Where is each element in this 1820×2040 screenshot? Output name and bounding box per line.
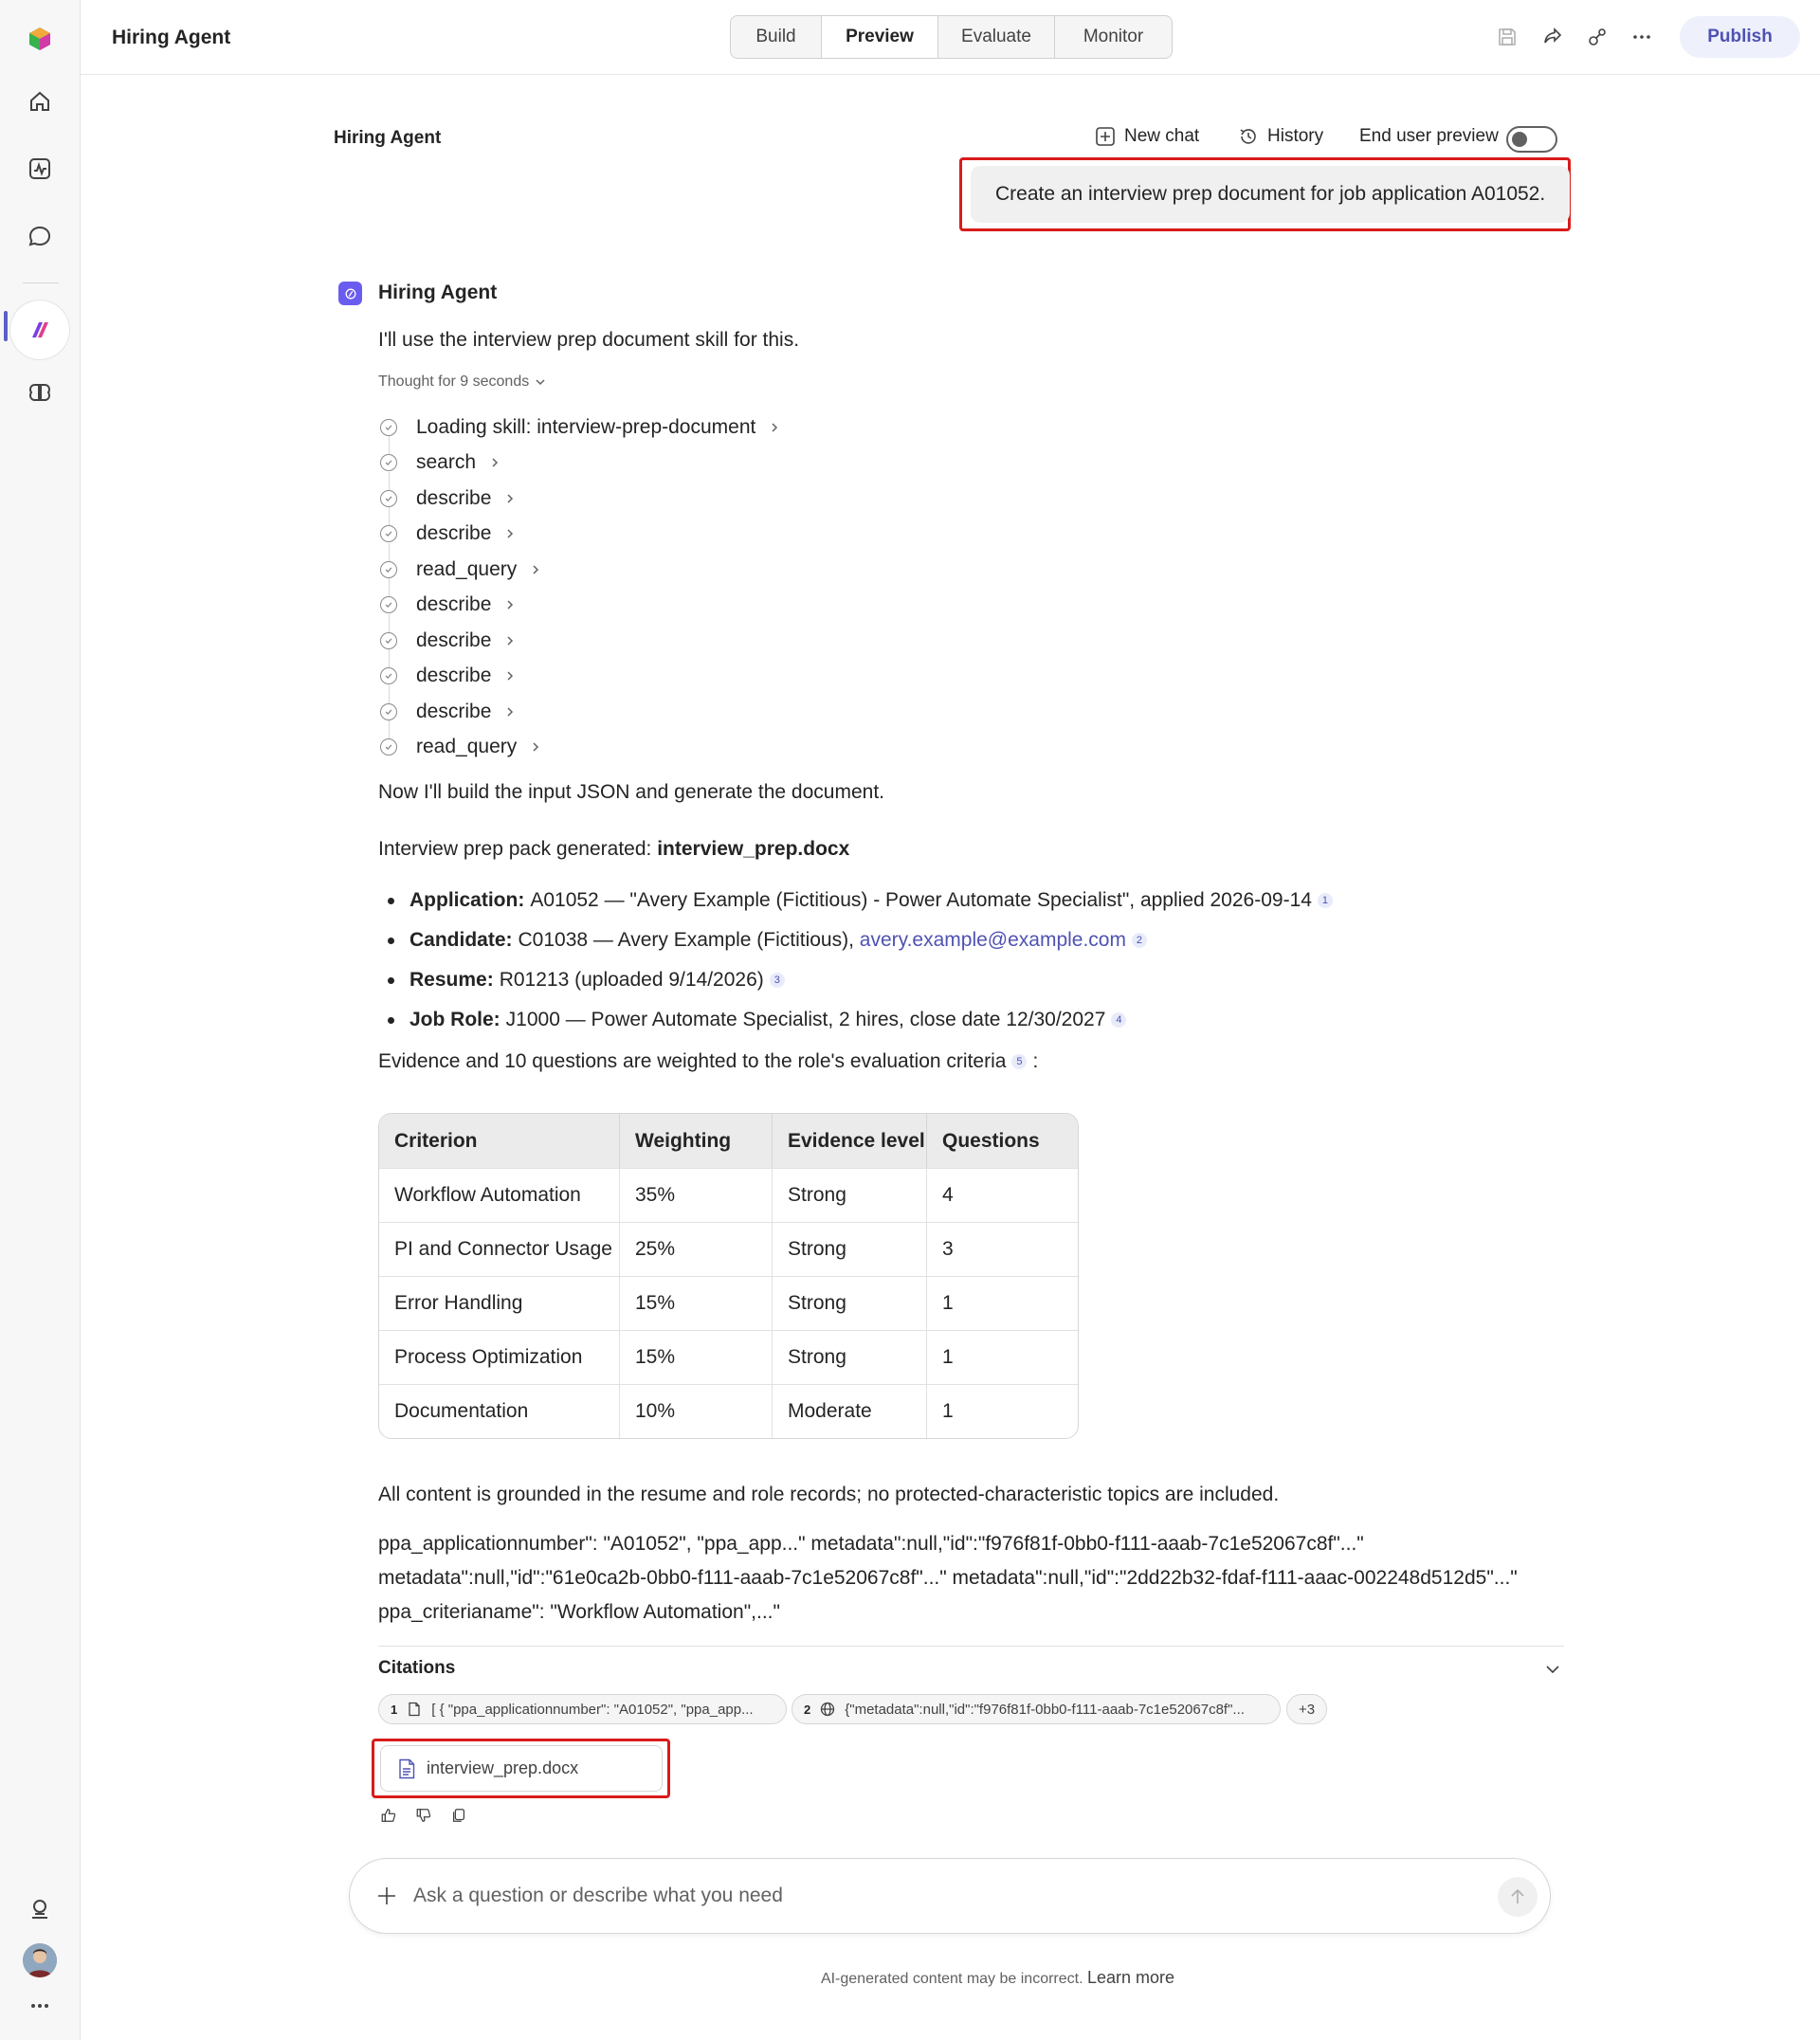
more-options-icon[interactable] bbox=[20, 1992, 60, 2020]
history-label: History bbox=[1267, 126, 1324, 146]
mode-tabs bbox=[730, 15, 1173, 59]
check-circle-icon bbox=[380, 703, 397, 720]
copy-icon[interactable] bbox=[448, 1805, 469, 1826]
check-circle-icon bbox=[380, 490, 397, 507]
check-circle-icon bbox=[380, 738, 397, 756]
table-cell: Strong bbox=[773, 1276, 927, 1330]
summary-bullet bbox=[388, 1000, 1333, 1040]
file-attachment-card[interactable] bbox=[380, 1745, 663, 1792]
tool-step[interactable] bbox=[378, 623, 780, 659]
tool-step-label: Loading skill: interview-prep-document bbox=[416, 415, 756, 438]
table-cell: 35% bbox=[620, 1168, 773, 1222]
globe-icon bbox=[820, 1702, 835, 1717]
left-rail bbox=[0, 0, 81, 2040]
table-cell: Strong bbox=[773, 1222, 927, 1276]
bullet-label: Application: bbox=[410, 889, 525, 911]
tool-step-label: read_query bbox=[416, 557, 518, 580]
chat-icon[interactable] bbox=[20, 216, 60, 256]
publish-button[interactable]: Publish bbox=[1680, 16, 1800, 58]
email-link[interactable]: avery.example@example.com bbox=[859, 929, 1126, 951]
table-cell: Strong bbox=[773, 1168, 927, 1222]
help-bot-icon[interactable] bbox=[20, 1889, 60, 1929]
citation-number: 1 bbox=[391, 1702, 398, 1717]
generated-line bbox=[378, 838, 849, 861]
raw-line: ppa_criterianame": "Workflow Automation",..." bbox=[378, 1601, 780, 1623]
tool-step[interactable] bbox=[378, 588, 780, 624]
tool-step-label: describe bbox=[416, 665, 492, 687]
table-row bbox=[379, 1330, 1078, 1384]
tool-step[interactable] bbox=[378, 552, 780, 588]
app-title: Hiring Agent bbox=[112, 27, 231, 48]
table-header: Evidence level bbox=[773, 1114, 927, 1168]
check-circle-icon bbox=[380, 561, 397, 578]
disclaimer-text: AI-generated content may be incorrect. bbox=[820, 1971, 1083, 1987]
table-cell: 4 bbox=[927, 1168, 1078, 1222]
word-document-icon bbox=[398, 1758, 415, 1779]
end-user-preview-label: End user preview bbox=[1359, 126, 1499, 146]
bullet-label: Job Role: bbox=[410, 1009, 500, 1030]
thumbs-up-icon[interactable] bbox=[378, 1805, 399, 1826]
table-cell: 15% bbox=[620, 1276, 773, 1330]
citation-marker[interactable]: 1 bbox=[1318, 893, 1333, 908]
tool-step-label: describe bbox=[416, 593, 492, 616]
bullet-dot bbox=[388, 1017, 394, 1024]
chevron-right-icon bbox=[504, 635, 516, 647]
grounding-note: All content is grounded in the resume and role records; no protected-characteristic topics are included. bbox=[378, 1484, 1280, 1505]
table-cell: 1 bbox=[927, 1384, 1078, 1438]
tool-step-label: describe bbox=[416, 486, 492, 509]
citation-marker[interactable]: 5 bbox=[1011, 1054, 1027, 1069]
tool-step-label: read_query bbox=[416, 736, 518, 758]
brain-icon[interactable] bbox=[20, 373, 60, 412]
chevron-right-icon bbox=[530, 741, 541, 753]
summary-bullet bbox=[388, 881, 1333, 920]
app-logo-icon[interactable] bbox=[20, 19, 60, 59]
table-row bbox=[379, 1168, 1078, 1222]
tab-build[interactable]: Build bbox=[731, 16, 822, 58]
send-button[interactable] bbox=[1498, 1877, 1538, 1917]
build-note: Now I'll build the input JSON and generate the document. bbox=[378, 781, 884, 803]
bullet-label: Resume: bbox=[410, 969, 494, 991]
table-cell: 25% bbox=[620, 1222, 773, 1276]
bullet-dot bbox=[388, 938, 394, 944]
chevron-right-icon bbox=[504, 670, 516, 682]
check-circle-icon bbox=[380, 419, 397, 436]
citations-title: Citations bbox=[378, 1658, 456, 1678]
chevron-down-icon bbox=[535, 376, 546, 388]
chevron-right-icon bbox=[504, 706, 516, 718]
citation-text: {"metadata":null,"id":"f976f81f-0bb0-f111-aaab-7c1e52067c8f"... bbox=[845, 1701, 1245, 1718]
thumbs-down-icon[interactable] bbox=[413, 1805, 434, 1826]
check-circle-icon bbox=[380, 667, 397, 684]
response-agent-name: Hiring Agent bbox=[378, 282, 498, 303]
tool-steps-list bbox=[378, 410, 780, 765]
tool-step[interactable] bbox=[378, 659, 780, 695]
footer-disclaimer bbox=[0, 1968, 1820, 1988]
file-name: interview_prep.docx bbox=[427, 1758, 579, 1777]
tab-monitor[interactable]: Monitor bbox=[1083, 27, 1144, 46]
response-intro: I'll use the interview prep document skill for this. bbox=[378, 329, 800, 351]
connections-icon[interactable] bbox=[1583, 23, 1611, 51]
table-header: Questions bbox=[927, 1114, 1078, 1168]
table-header: Weighting bbox=[620, 1114, 773, 1168]
home-icon[interactable] bbox=[20, 82, 60, 121]
chat-agent-name: Hiring Agent bbox=[334, 128, 442, 148]
summary-bullet bbox=[388, 960, 1333, 1000]
new-chat-icon bbox=[1095, 126, 1116, 147]
chevron-right-icon bbox=[504, 599, 516, 610]
tool-step-label: search bbox=[416, 451, 477, 474]
bullet-dot bbox=[388, 977, 394, 984]
summary-bullets bbox=[388, 881, 1333, 1040]
table-row bbox=[379, 1222, 1078, 1276]
tool-step[interactable] bbox=[378, 410, 780, 446]
chat-composer bbox=[349, 1858, 1551, 1934]
citation-text: [ { "ppa_applicationnumber": "A01052", "ppa_app... bbox=[431, 1701, 754, 1718]
table-cell: 10% bbox=[620, 1384, 773, 1438]
tool-step[interactable] bbox=[378, 517, 780, 553]
bullet-text: R01213 (uploaded 9/14/2026) bbox=[499, 969, 764, 991]
tab-preview[interactable]: Preview bbox=[822, 16, 938, 58]
new-chat-button[interactable] bbox=[1095, 126, 1199, 147]
citation-number: 2 bbox=[804, 1702, 811, 1717]
bullet-text: J1000 — Power Automate Specialist, 2 hires, close date 12/30/2027 bbox=[505, 1009, 1106, 1030]
table-cell: 1 bbox=[927, 1330, 1078, 1384]
table-cell: 3 bbox=[927, 1222, 1078, 1276]
citation-marker[interactable]: 2 bbox=[1132, 933, 1147, 948]
bullet-dot bbox=[388, 898, 394, 904]
learn-more-link[interactable]: Learn more bbox=[1086, 1968, 1175, 1987]
rail-divider bbox=[23, 282, 59, 283]
citation-marker[interactable]: 3 bbox=[770, 973, 785, 988]
table-cell: Error Handling bbox=[379, 1276, 620, 1330]
history-button[interactable] bbox=[1238, 126, 1323, 147]
more-citations-chip[interactable]: +3 bbox=[1286, 1694, 1327, 1724]
citation-chip-2[interactable] bbox=[792, 1694, 1281, 1724]
active-indicator bbox=[4, 311, 8, 341]
tool-step[interactable] bbox=[378, 446, 780, 482]
summary-bullet bbox=[388, 920, 1333, 960]
agent-avatar-icon bbox=[338, 282, 362, 305]
table-cell: 1 bbox=[927, 1276, 1078, 1330]
user-message: Create an interview prep document for job application A01052. bbox=[971, 166, 1570, 223]
message-input[interactable] bbox=[413, 1876, 1456, 1916]
table-cell: Documentation bbox=[379, 1384, 620, 1438]
criteria-table bbox=[378, 1113, 1079, 1439]
raw-line: metadata":null,"id":"61e0ca2b-0bb0-f111-aaab-7c1e52067c8f"..." metadata":null,"id":"2dd22b32-fdaf-f111-aaac-002248d512d5"..." bbox=[378, 1567, 1518, 1589]
send-arrow-icon bbox=[1507, 1886, 1528, 1907]
table-row bbox=[379, 1384, 1078, 1438]
tool-step-label: describe bbox=[416, 522, 492, 545]
table-cell: Moderate bbox=[773, 1384, 927, 1438]
table-cell: Workflow Automation bbox=[379, 1168, 620, 1222]
table-cell: Strong bbox=[773, 1330, 927, 1384]
check-circle-icon bbox=[380, 596, 397, 613]
thought-toggle[interactable] bbox=[378, 373, 546, 391]
citation-chip-1[interactable] bbox=[378, 1694, 787, 1724]
bullet-label: Candidate: bbox=[410, 929, 513, 951]
end-user-preview-toggle[interactable] bbox=[1506, 126, 1557, 153]
history-icon bbox=[1238, 126, 1259, 147]
save-icon[interactable] bbox=[1493, 23, 1521, 51]
tool-step[interactable] bbox=[378, 694, 780, 730]
generated-prefix: Interview prep pack generated: bbox=[378, 838, 658, 860]
activity-icon[interactable] bbox=[20, 149, 60, 189]
tool-step[interactable] bbox=[378, 481, 780, 517]
more-actions-icon[interactable] bbox=[1628, 23, 1656, 51]
table-cell: 15% bbox=[620, 1330, 773, 1384]
weighted-note: Evidence and 10 questions are weighted to the role's evaluation criteria bbox=[378, 1050, 1007, 1072]
check-circle-icon bbox=[380, 454, 397, 471]
tool-step-label: describe bbox=[416, 700, 492, 722]
citations-divider bbox=[378, 1646, 1564, 1647]
agent-app-icon[interactable] bbox=[10, 301, 69, 359]
check-circle-icon bbox=[380, 632, 397, 649]
table-row bbox=[379, 1276, 1078, 1330]
add-attachment-icon[interactable] bbox=[371, 1880, 403, 1912]
share-icon[interactable] bbox=[1538, 23, 1567, 51]
chevron-right-icon bbox=[530, 564, 541, 575]
table-header: Criterion bbox=[379, 1114, 620, 1168]
top-bar bbox=[81, 0, 1820, 75]
citation-marker[interactable]: 4 bbox=[1111, 1012, 1126, 1028]
weighted-note-line bbox=[378, 1050, 1038, 1073]
bullet-text: C01038 — Avery Example (Fictitious), bbox=[518, 929, 860, 951]
raw-line: ppa_applicationnumber": "A01052", "ppa_app..." metadata":null,"id":"f976f81f-0bb0-f111-aaab-7c1e52067c8f"..." bbox=[378, 1533, 1364, 1555]
table-cell: PI and Connector Usage bbox=[379, 1222, 620, 1276]
tool-step[interactable] bbox=[378, 730, 780, 766]
table-cell: Process Optimization bbox=[379, 1330, 620, 1384]
document-icon bbox=[407, 1702, 422, 1717]
chevron-down-icon[interactable] bbox=[1543, 1660, 1562, 1679]
tool-step-label: describe bbox=[416, 628, 492, 651]
check-circle-icon bbox=[380, 525, 397, 542]
thought-label: Thought for 9 seconds bbox=[378, 373, 530, 390]
bullet-text: A01052 — "Avery Example (Fictitious) - Power Automate Specialist", applied 2026-09-14 bbox=[530, 889, 1312, 911]
chevron-right-icon bbox=[504, 493, 516, 504]
chevron-right-icon bbox=[489, 457, 500, 468]
chevron-right-icon bbox=[769, 422, 780, 433]
new-chat-label: New chat bbox=[1124, 126, 1200, 146]
weighted-suffix: : bbox=[1032, 1050, 1039, 1072]
chevron-right-icon bbox=[504, 528, 516, 539]
tab-evaluate[interactable]: Evaluate bbox=[938, 16, 1055, 58]
table-header-row bbox=[379, 1114, 1078, 1168]
generated-file-name: interview_prep.docx bbox=[657, 838, 850, 860]
